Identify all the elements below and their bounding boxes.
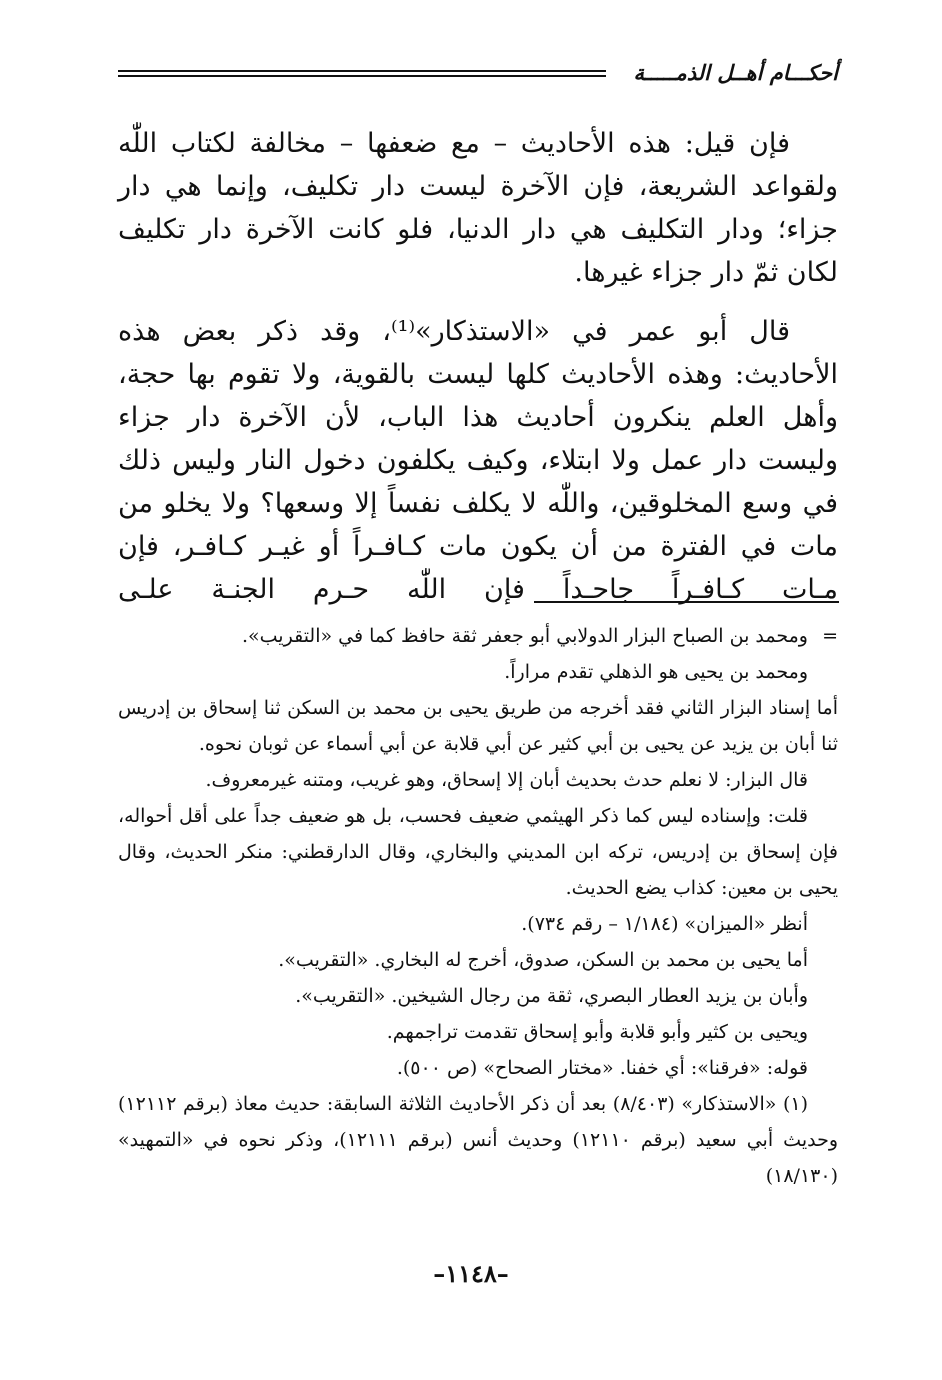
footnote-line-6: أنظر «الميزان» (١/١٨٤ – رقم ٧٣٤).: [521, 913, 808, 935]
footnote-line-5: قلت: وإسناده ليس كما ذكر الهيثمي ضعيف فحسب، بل هو ضعيف جداً على أقل أحواله، فإن إسحاق بن إدريس، تركه ابن المديني والبخاري، وقال الدارقطني: منكر الحديث، وقال يحيى بن معين: كذاب يضع الحديث.: [118, 805, 838, 899]
main-text: [118, 122, 838, 611]
footnote-line-4: قال البزار: لا نعلم حدث بحديث أبان إلا إسحاق، وهو غريب، ومتنه غيرمعروف.: [205, 769, 808, 791]
running-header: [118, 58, 838, 92]
main-paragraph-1: فإن قيل: هذه الأحاديث – مع ضعفها – مخالفة لكتاب اللّٰه ولقواعد الشريعة، فإن الآخرة ليست دار تكليف، وإنما هي دار جزاء؛ ودار التكليف هي دار الدنيا، فلو كانت الآخرة دار تكليف لكان ثمّ دار جزاء غيرها.: [118, 128, 839, 288]
page-number: –١١٤٨–: [433, 1259, 509, 1288]
footnote-line-1: [118, 618, 838, 654]
footnote-line-2: ومحمد بن يحيى هو الذهلي تقدم مراراً.: [504, 661, 808, 683]
main-paragraph-2: قال أبو عمر في «الاستذكار»⁽¹⁾، وقد ذكر بعض هذه الأحاديث: وهذه الأحاديث كلها ليست بالقوية، ولا تقوم بها حجة، وأهل العلم ينكرون أحاديث هذا الباب، لأن الآخرة دار جزاء وليست دار عمل ولا ابتلاء، وكيف يكلفون دخول النار وليس ذلك في وسع المخلوقين، واللّٰه لا يكلف نفساً إلا وسعها؟ ولا يخلو من مات في الفترة من أن يكون مات كـافـراً أو غيـر كـافـر، فإن مـات كـافـراً جاحـداً فإن اللّٰه حـرم الجنـة علـى: [118, 316, 838, 605]
footnote-separator: [534, 601, 839, 603]
footnote-line-8: وأبان بن يزيد العطار البصري، ثقة من رجال الشيخين. «التقريب».: [295, 985, 808, 1007]
footnote-line-3: أما إسناد البزار الثاني فقد أخرجه من طريق يحيى بن محمد بن السكن ثنا إسحاق بن إدريس ثنا أبان بن يزيد عن يحيى بن أبي كثير عن أبي قلابة عن أبي أسماء عن ثوبان نحوه.: [118, 697, 838, 755]
continuation-marker: =: [822, 625, 838, 647]
footnote-line-10: قوله: «فرقنا»: أي خفنا. «مختار الصحاح» (ص ٥٠٠).: [396, 1057, 808, 1079]
footnote-text: ومحمد بن الصباح البزار الدولابي أبو جعفر ثقة حافظ كما في «التقريب».: [241, 625, 808, 647]
header-title: أحكـــام أهــل الذمـــــة: [633, 60, 838, 85]
footnotes: [118, 618, 838, 1194]
footnote-line-7: أما يحيى بن محمد بن السكن، صدوق، أخرج له البخاري. «التقريب».: [278, 949, 808, 971]
header-double-rule: [118, 70, 606, 77]
footnote-1: (١) «الاستذكار» (٨/٤٠٣) بعد أن ذكر الأحاديث الثلاثة السابقة: حديث معاذ (برقم ١٢١١٢) وحديث أبي سعيد (برقم ١٢١١٠) وحديث أنس (برقم ١٢١١١)، وذكر نحوه في «التمهيد» (١٨/١٣٠): [118, 1093, 838, 1187]
footnote-line-9: ويحيى بن كثير وأبو قلابة وأبو إسحاق تقدمت تراجمهم.: [386, 1021, 808, 1043]
